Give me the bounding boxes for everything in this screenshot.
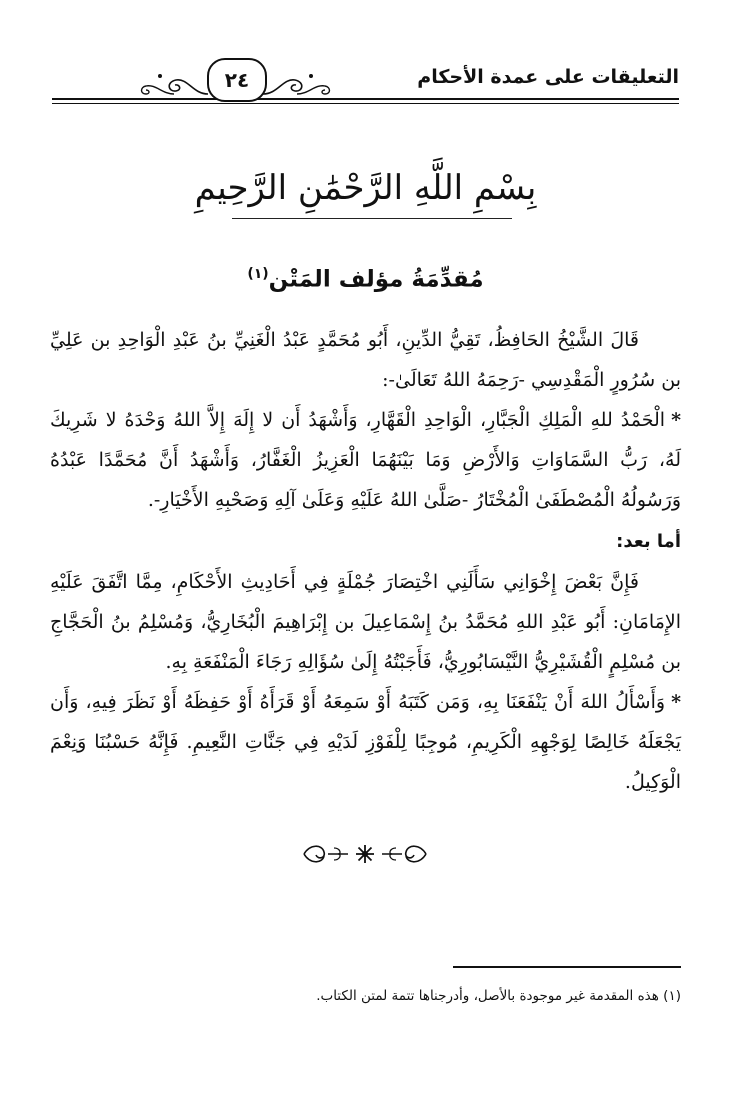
- basmala: بِسْمِ اللَّهِ الرَّحْمَٰنِ الرَّحِيمِ: [194, 168, 537, 208]
- floral-flourish-icon: [263, 64, 333, 98]
- paragraph-marker: *: [671, 409, 681, 431]
- section-heading-text: مُقدِّمَةُ مؤلف المَتْن: [268, 266, 484, 293]
- paragraph-supplication: [50, 682, 681, 802]
- basmala-underline: [232, 218, 512, 219]
- paragraph-praise-text: الْحَمْدُ للهِ الْمَلِكِ الْجَبَّارِ، الْوَاحِدِ الْقَهَّارِ، وَأَشْهَدُ أَن لا إِلَهَ إِلاَّ اللهُ وَحْدَهُ لا شَرِيكَ لَهُ، رَبُّ السَّمَاوَاتِ وَالأَرْضِ وَمَا بَيْنَهُمَا الْعَزِيزُ الْغَفَّارُ، وَأَشْهَدُ أَنَّ مُحَمَّدًا عَبْدُهُ وَرَسُولُهُ الْمُصْطَفَىٰ الْمُخْتَارُ -صَلَّىٰ اللهُ عَلَيْهِ وَعَلَىٰ آلِهِ وَصَحْبِهِ الأَخْيَارِ-.: [50, 409, 681, 511]
- body-text: [50, 320, 681, 802]
- paragraph-purpose: فَإِنَّ بَعْضَ إِخْوَانِي سَأَلَنِي اخْتِصَارَ جُمْلَةٍ فِي أَحَادِيثِ الأَحْكَامِ، مِمَّا اتَّفَقَ عَلَيْهِ الإِمَامَانِ: أَبُو عَبْدِ اللهِ مُحَمَّدُ بنُ إِسْمَاعِيلَ بن إِبْرَاهِيمَ الْبُخَارِيُّ، وَمُسْلِمُ بنُ الْحَجَّاجِ بن مُسْلِمٍ الْقُشَيْرِيُّ النَّيْسَابُورِيُّ، فَأَجَبْتُهُ إِلَىٰ سُؤَالِهِ رَجَاءَ الْمَنْفَعَةِ بِهِ.: [50, 571, 681, 673]
- footnote: [50, 985, 681, 1007]
- footnote-reference[interactable]: (١): [247, 266, 269, 282]
- header-rule: [52, 98, 679, 100]
- running-header-title: التعليقات على عمدة الأحكام: [417, 66, 679, 88]
- running-header: [52, 54, 679, 108]
- paragraph-marker: *: [671, 691, 681, 713]
- subheading-amma-baad: أما بعد:: [616, 531, 681, 552]
- paragraph-author-intro: قَالَ الشَّيْخُ الحَافِظُ، تَقِيُّ الدِّينِ، أَبُو مُحَمَّدٍ عَبْدُ الْغَنِيِّ بنُ عَبْدِ الْوَاحِدِ بن عَلِيِّ بن سُرُورٍ الْمَقْدِسِي -رَحِمَهُ اللهُ تَعَالَىٰ-:: [50, 329, 681, 391]
- floral-flourish-icon: [138, 64, 208, 98]
- footnote-text: هذه المقدمة غير موجودة بالأصل، وأدرجناها تتمة لمتن الكتاب.: [316, 988, 659, 1004]
- section-heading: [0, 266, 731, 293]
- paragraph-praise: [50, 400, 681, 520]
- footnote-separator: [453, 966, 681, 968]
- paragraph-supplication-text: وَأَسْأَلُ اللهَ أَنْ يَنْفَعَنَا بِهِ، وَمَن كَتَبَهُ أَوْ سَمِعَهُ أَوْ قَرَأَهُ أَوْ حَفِظَهُ أَوْ نَظَرَ فِيهِ، وَأَن يَجْعَلَهُ خَالِصًا لِوَجْهِهِ الْكَرِيمِ، مُوجِبًا لِلْفَوْزِ لَدَيْهِ فِي جَنَّاتِ النَّعِيمِ. فَإِنَّهُ حَسْبُنَا وَنِعْمَ الْوَكِيلُ.: [50, 691, 681, 793]
- footnote-marker: (١): [663, 988, 681, 1004]
- floral-divider-icon: [300, 840, 430, 868]
- page-number: ٢٤: [207, 58, 267, 102]
